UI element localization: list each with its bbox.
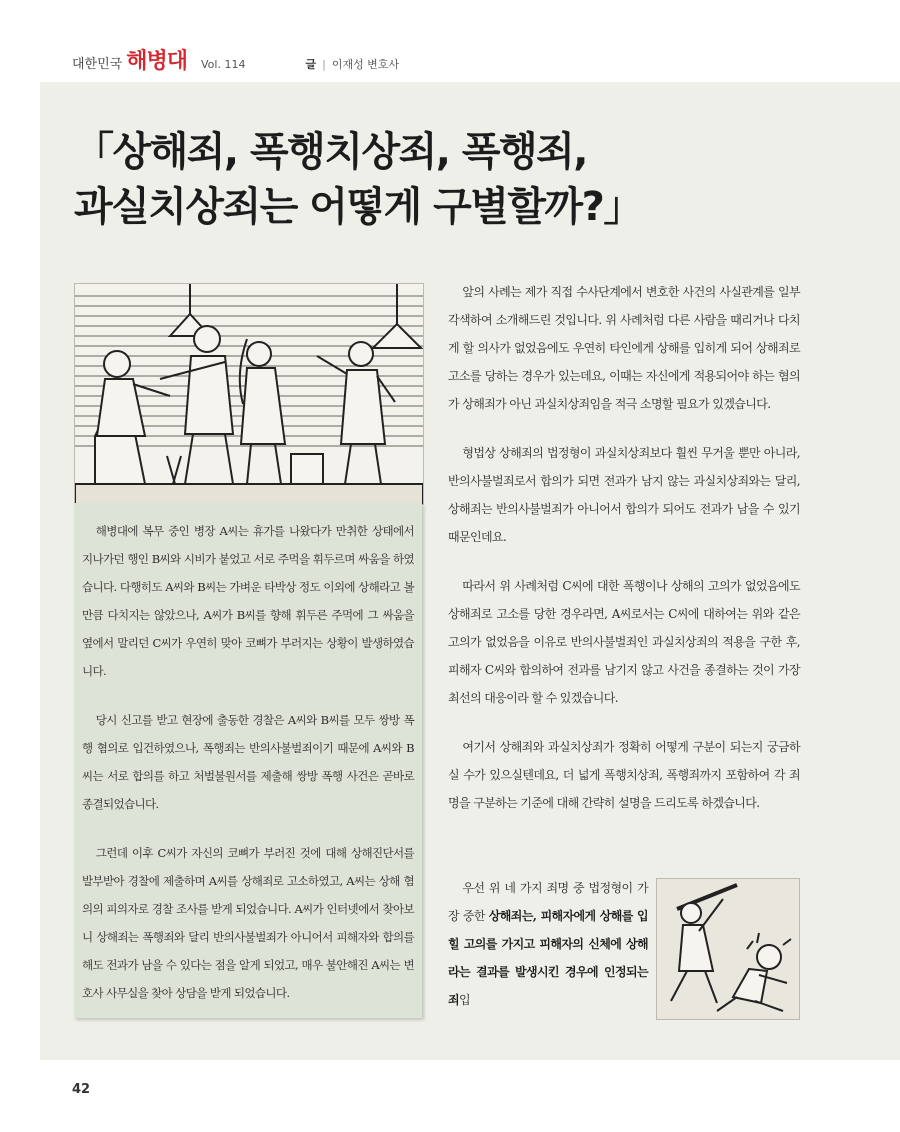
main-column: [448, 278, 800, 838]
closing-paragraph: [448, 874, 648, 1014]
fight-illustration-drawing: [75, 284, 423, 504]
page-number: 42: [72, 1082, 91, 1097]
byline: [305, 56, 399, 72]
byline-author: 이재성 변호사: [331, 58, 400, 71]
header-brand: 해병대: [126, 49, 187, 74]
scenario-paragraph: 당시 신고를 받고 현장에 출동한 경찰은 A씨와 B씨를 모두 쌍방 폭행 혐의로 입건하였으나, 폭행죄는 반의사불벌죄이기 때문에 A씨와 B씨는 서로 합의를 하고 처벌불원서를 제출해 쌍방 폭행 사건은 곧바로 종결되었습니다.: [82, 713, 414, 811]
scenario-paragraph: 해병대에 복무 중인 병장 A씨는 휴가를 나왔다가 만취한 상태에서 지나가던 행인 B씨와 시비가 붙었고 서로 주먹을 휘두르며 싸움을 하였습니다. 다행히도 A씨와 B씨는 가벼운 타박상 정도 이외에 상해라고 볼만큼 다치지는 않았으나, A씨가 B씨를 향해 휘두른 주먹에 그 싸움을 옆에서 말리던 C씨가 우연히 맞아 코뼈가 부러지는 상황이 발생하였습니다.: [82, 524, 414, 678]
assault-illustration-drawing: [657, 879, 799, 1019]
body-paragraph: 따라서 위 사례처럼 C씨에 대한 폭행이나 상해의 고의가 없었음에도 상해죄로 고소를 당한 경우라면, A씨로서는 C씨에 대하여는 위와 같은 고의가 없었음을 이유로 반의사불벌죄인 과실치상죄의 적용을 구한 후, 피해자 C씨와 합의하여 전과를 남기지 않고 사건을 종결하는 것이 가장 최선의 대응이라 할 수 있겠습니다.: [448, 579, 800, 705]
fight-illustration: [74, 283, 424, 505]
byline-label: 글: [305, 58, 317, 71]
title-line-1: 「상해죄, 폭행치상죄, 폭행죄,: [74, 129, 587, 175]
body-paragraph: 형법상 상해죄의 법정형이 과실치상죄보다 훨씬 무거울 뿐만 아니라, 반의사불벌죄로서 합의가 되면 전과가 남지 않는 과실치상죄와는 달리, 상해죄는 반의사불벌죄가 아니어서 합의가 되어도 전과가 남을 수 있기 때문인데요.: [448, 446, 800, 544]
header-volume: Vol. 114: [201, 58, 246, 71]
closing-lead: 우선 위 네 가지 죄명 중 법정형이 가장 중한: [448, 881, 648, 923]
case-scenario-box: [74, 503, 422, 1018]
title-line-2: 과실치상죄는 어떻게 구별할까?」: [74, 184, 642, 230]
header-country: 대한민국: [72, 57, 123, 72]
closing-emphasis: 상해죄는, 피해자에게 상해를 입힐 고의를 가지고 피해자의 신체에 상해라는 결과를 발생시킨 경우에 인정되는 죄: [448, 909, 648, 1007]
page-header: [72, 44, 399, 72]
article-title: [74, 125, 774, 235]
assault-illustration: [656, 878, 800, 1020]
body-paragraph: 여기서 상해죄와 과실치상죄가 정확히 어떻게 구분이 되는지 궁금하실 수가 있으실텐데요, 더 넓게 폭행치상죄, 폭행죄까지 포함하여 각 죄명을 구분하는 기준에 대해 간략히 설명을 드리도록 하겠습니다.: [448, 740, 800, 810]
closing-tail: 입: [459, 993, 470, 1007]
byline-separator: |: [322, 58, 326, 71]
body-paragraph: 앞의 사례는 제가 직접 수사단계에서 변호한 사건의 사실관계를 일부 각색하여 소개해드린 것입니다. 위 사례처럼 다른 사람을 때리거나 다치게 할 의사가 없었음에도 우연히 타인에게 상해를 입히게 되어 상해죄로 고소를 당하는 경우가 있는데요, 이때는 자신에게 적용되어야 하는 혐의가 상해죄가 아닌 과실치상죄임을 적극 소명할 필요가 있겠습니다.: [448, 285, 800, 411]
scenario-paragraph: 그런데 이후 C씨가 자신의 코뼈가 부러진 것에 대해 상해진단서를 발부받아 경찰에 제출하며 A씨를 상해죄로 고소하였고, A씨는 상해 혐의의 피의자로 경찰 조사를 받게 되었습니다. A씨가 인터넷에서 찾아보니 상해죄는 폭행죄와 달리 반의사불벌죄가 아니어서 피해자와 합의를 해도 전과가 남을 수 있다는 점을 알게 되었고, 매우 불안해진 A씨는 변호사 사무실을 찾아 상담을 받게 되었습니다.: [82, 846, 414, 1000]
